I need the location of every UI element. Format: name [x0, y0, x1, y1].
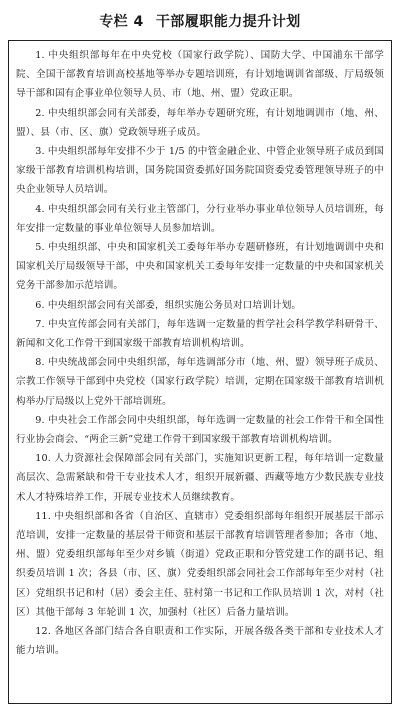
list-item: 5. 中央组织部、中央和国家机关工委每年举办专题研修班，有计划地调训中央和国家机关厅局级领导干部，中央和国家机关工委每年安排一定数量的中央和国家机关党务干部参加示范培训。 [16, 242, 384, 292]
list-item: 1. 中央组织部每年在中央党校（国家行政学院）、国防大学、中国浦东干部学院、全国干部教育培训高校基地等举办专题培训班，有计划地调训省部级、厅局级领导干部和国有企事业单位领导人员、市（地、州、盟）党政正职。 [16, 50, 384, 100]
list-item: 3. 中央组织部每年安排不少于 1/5 的中管金融企业、中管企业领导班子成员到国家级干部教育培训机构培训，国务院国资委抓好国务院国资委党委管理领导班子的中央企业领导人员培训。 [16, 146, 384, 196]
list-item: 8. 中央统战部会同中央组织部，每年选调部分市（地、州、盟）领导班子成员、宗教工作领导干部到中央党校（国家行政学院）培训，定期在国家级干部教育培训机构举办厅局级以上党外干部培训班。 [16, 357, 384, 407]
list-item: 12. 各地区各部门结合各自职责和工作实际，开展各级各类干部和专业技术人才能力培训。 [16, 626, 384, 657]
list-item: 11. 中央组织部和各省（自治区、直辖市）党委组织部每年组织开展基层干部示范培训，安排一定数量的基层骨干师资和基层干部教育培训管理者参加；各市（地、州、盟）党委组织部每年至少对乡镇（街道）党政正职和分管党建工作的副书记、组织委员培训 1 次；各县（市、区、旗）党委组织部会同社会工作部每年至少对村（社区）党组织书记和村（居）委会主任、驻村第一书记和工作队员培训 1 次，对村（社区）其他干部每 3 年轮训 1 次，加强村（社区）后备力量培训。 [16, 510, 384, 618]
list-item: 10. 人力资源社会保障部会同有关部门，实施知识更新工程，每年培训一定数量高层次、急需紧缺和骨干专业技术人才，组织开展新疆、西藏等地方少数民族专业技术人才特殊培养工作，开展专业技术人员继续教育。 [16, 453, 384, 503]
list-item: 9. 中央社会工作部会同中央组织部，每年选调一定数量的社会工作骨干和全国性行业协会商会、“两企三新”党建工作骨干到国家级干部教育培训机构培训。 [16, 414, 384, 446]
content-box [8, 40, 392, 704]
column-title [8, 4, 392, 40]
column-label: 专栏 4 [99, 14, 144, 30]
list-item: 6. 中央组织部会同有关部委，组织实施公务员对口培训计划。 [35, 299, 302, 311]
list-item: 2. 中央组织部会同有关部委，每年举办专题研究班，有计划地调训市（地、州、盟）、县（市、区、旗）党政领导班子成员。 [16, 107, 384, 138]
list-item: 7. 中央宣传部会同有关部门，每年选调一定数量的哲学社会科学教学科研骨干、新闻和文化工作骨干到国家级干部教育培训机构培训。 [16, 318, 384, 350]
list-item: 4. 中央组织部会同有关行业主管部门，分行业举办事业单位领导人员培训班，每年安排一定数量的事业单位领导人员参加培训。 [16, 203, 384, 234]
column-heading: 干部履职能力提升计划 [155, 14, 301, 30]
